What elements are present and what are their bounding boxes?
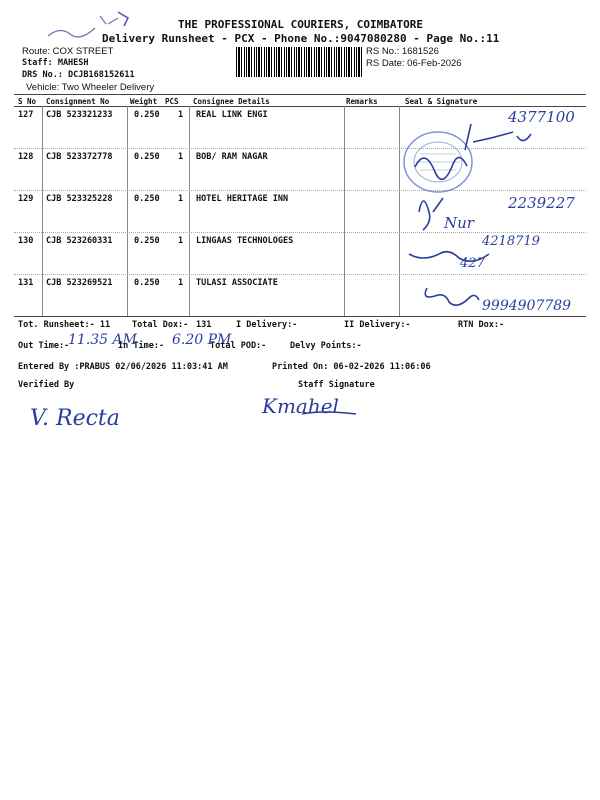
rtn-dox: RTN Dox:- xyxy=(458,320,505,330)
printed-on: Printed On: 06-02-2026 11:06:06 xyxy=(272,362,431,372)
col-consignment: Consignment No xyxy=(46,97,110,106)
col-consignee: Consignee Details xyxy=(193,97,270,106)
row-weight: 0.250 xyxy=(134,278,160,288)
barcode xyxy=(236,47,362,77)
entered-by: Entered By :PRABUS 02/06/2026 11:03:41 AM xyxy=(18,362,228,372)
row-pcs: 1 xyxy=(178,278,184,288)
col-divider xyxy=(189,106,190,316)
total-dox-label: Total Dox:- xyxy=(132,320,189,330)
table-header-rule xyxy=(14,106,586,107)
drs-number: DRS No.: DCJB168152611 xyxy=(22,70,135,80)
verified-signature: V. Recta xyxy=(30,406,120,431)
row-consignee: HOTEL HERITAGE INN xyxy=(196,194,289,204)
row-sno: 127 xyxy=(18,110,34,120)
i-delivery: I Delivery:- xyxy=(236,320,298,330)
staff-handwritten-signature: Kmahel xyxy=(262,394,339,418)
rs-date: RS Date: 06-Feb-2026 xyxy=(366,58,462,69)
verified-by-label: Verified By xyxy=(18,380,75,390)
out-time-value: 11.35 AM xyxy=(68,332,137,348)
corner-stamp-mark xyxy=(40,6,150,46)
row-consignee: BOB/ RAM NAGAR xyxy=(196,152,268,162)
sig2-number: 2239227 xyxy=(508,194,575,212)
col-seal-signature: Seal & Signature xyxy=(405,97,478,106)
col-divider xyxy=(42,106,43,316)
runsheet-title: Delivery Runsheet - PCX - Phone No.:9047080280 - Page No.:11 xyxy=(102,32,500,45)
out-time-label: Out Time:- xyxy=(18,341,70,351)
row-weight: 0.250 xyxy=(134,152,160,162)
row-consignee: LINGAAS TECHNOLOGES xyxy=(196,236,294,246)
col-sno: S No xyxy=(18,97,37,106)
tot-runsheet: Tot. Runsheet:- 11 xyxy=(18,320,111,330)
row-consignment: CJB 523260331 xyxy=(46,236,113,246)
row-consignee: TULASI ASSOCIATE xyxy=(196,278,278,288)
total-dox-value: 131 xyxy=(196,320,212,330)
rs-number: RS No.: 1681526 xyxy=(366,46,439,57)
sig4-text: 427 xyxy=(460,256,485,271)
sig3-name: Nur xyxy=(444,214,474,232)
row-consignment: CJB 523325228 xyxy=(46,194,113,204)
row-pcs: 1 xyxy=(178,194,184,204)
row-consignee: REAL LINK ENGI xyxy=(196,110,268,120)
in-time-value: 6.20 PM xyxy=(172,332,232,348)
row-pcs: 1 xyxy=(178,110,184,120)
company-name: THE PROFESSIONAL COURIERS, COIMBATORE xyxy=(178,18,424,31)
row-sno: 128 xyxy=(18,152,34,162)
delvy-points: Delvy Points:- xyxy=(290,341,362,351)
row-consignment: CJB 523321233 xyxy=(46,110,113,120)
ii-delivery: II Delivery:- xyxy=(344,320,411,330)
row-weight: 0.250 xyxy=(134,194,160,204)
sig5-number: 9994907789 xyxy=(482,298,572,314)
route-info: Route: COX STREET xyxy=(22,46,114,57)
vehicle-info: Vehicle: Two Wheeler Delivery xyxy=(26,82,155,93)
row-sno: 130 xyxy=(18,236,34,246)
row-sno: 129 xyxy=(18,194,34,204)
col-remarks: Remarks xyxy=(346,97,378,106)
row-consignment: CJB 523372778 xyxy=(46,152,113,162)
staff-info: Staff: MAHESH xyxy=(22,58,89,68)
delivery-signatures xyxy=(405,112,595,322)
row-weight: 0.250 xyxy=(134,236,160,246)
row-pcs: 1 xyxy=(178,152,184,162)
col-pcs: PCS xyxy=(165,97,179,106)
row-pcs: 1 xyxy=(178,236,184,246)
row-sno: 131 xyxy=(18,278,34,288)
row-weight: 0.250 xyxy=(134,110,160,120)
total-pod: Total POD:- xyxy=(210,341,267,351)
table-top-rule xyxy=(14,94,586,95)
staff-signature-label: Staff Signature xyxy=(298,380,375,390)
signature-underline xyxy=(300,404,360,420)
col-divider xyxy=(127,106,128,316)
row-consignment: CJB 523269521 xyxy=(46,278,113,288)
sig3-number: 4218719 xyxy=(482,234,540,249)
col-weight: Weight xyxy=(130,97,158,106)
col-divider xyxy=(344,106,345,316)
in-time-label: In Time:- xyxy=(118,341,165,351)
sig1-number: 4377100 xyxy=(508,108,575,126)
